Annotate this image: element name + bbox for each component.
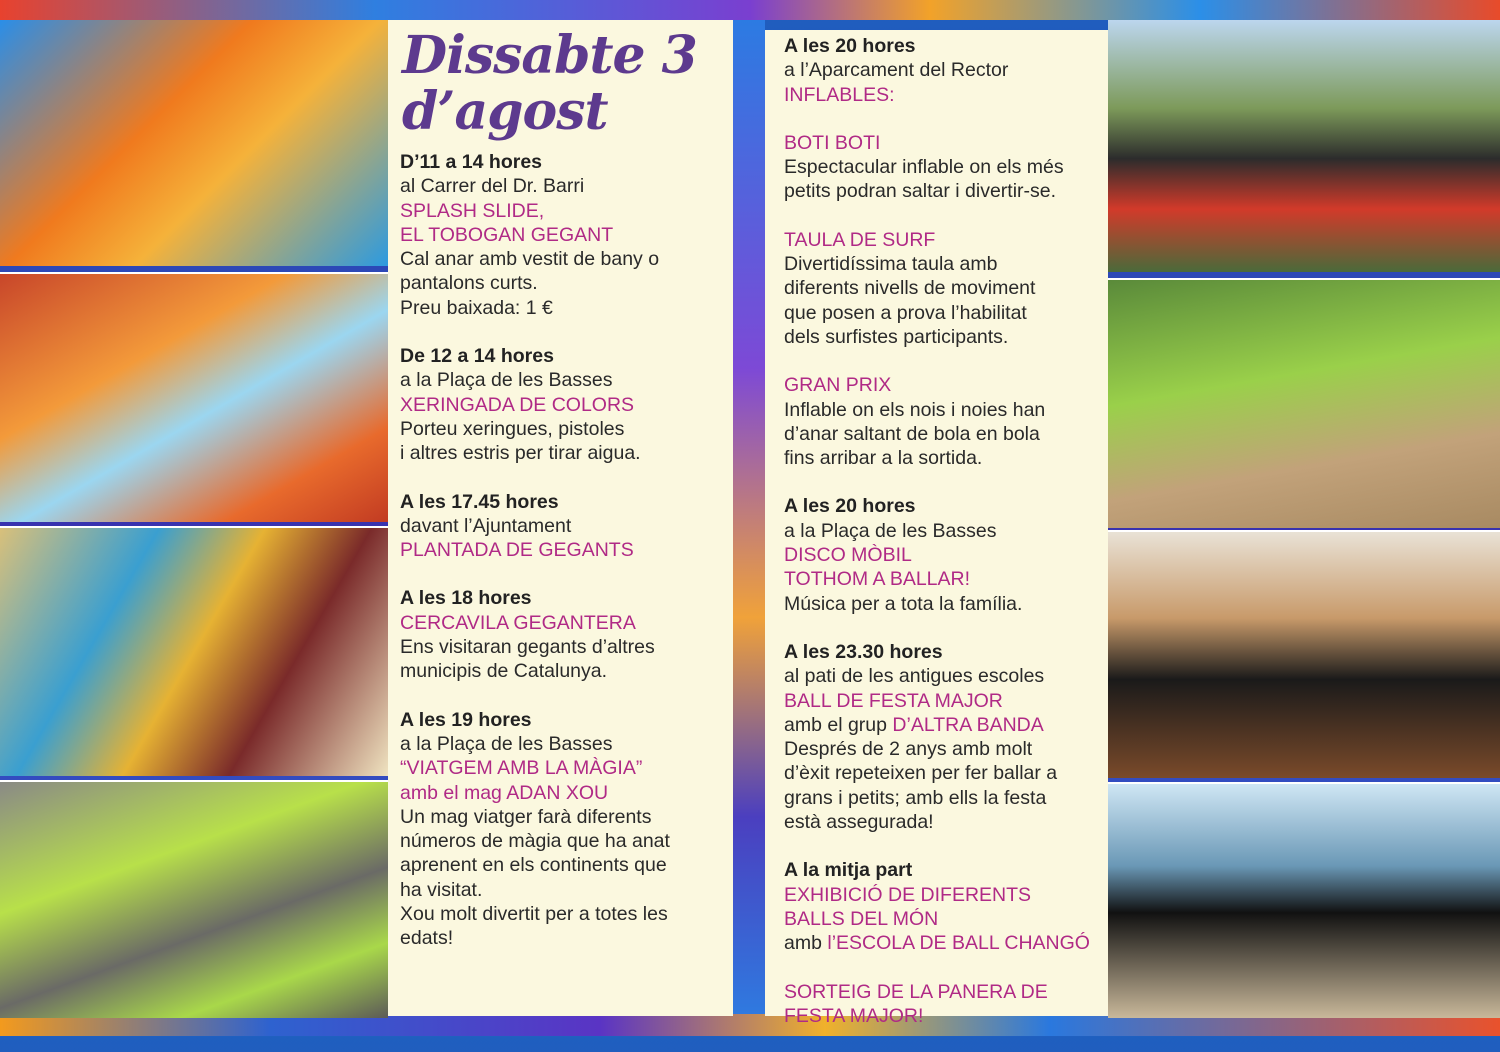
event-time: A les 20 hores — [784, 35, 916, 57]
event-block — [784, 131, 1104, 204]
photo-splash-slide — [0, 20, 388, 266]
event-title: amb el mag ADAN XOU — [400, 781, 609, 804]
event-description: Música per a tota la família. — [784, 592, 1023, 615]
event-title: FESTA MAJOR! — [784, 1004, 924, 1027]
event-title: BOTI BOTI — [784, 131, 881, 154]
events-list-right — [784, 34, 1104, 1052]
event-title: SORTEIG DE LA PANERA DE — [784, 980, 1048, 1003]
event-place: a la Plaça de les Basses — [400, 732, 613, 755]
page-title — [402, 25, 697, 142]
event-title: INFLABLES: — [784, 83, 895, 106]
event-description: Divertidíssima taula amb — [784, 253, 998, 276]
photo-giants — [0, 526, 388, 776]
event-description: grans i petits; amb ells la festa — [784, 786, 1047, 809]
event-description: Ens visitaran gegants d’altres — [400, 636, 655, 659]
photo-magic-show — [1108, 20, 1500, 272]
event-time: De 12 a 14 hores — [400, 345, 554, 368]
event-block — [400, 708, 730, 951]
event-title: XERINGADA DE COLORS — [400, 393, 635, 416]
event-title: SPLASH SLIDE, — [400, 199, 545, 222]
event-title: PLANTADA DE GEGANTS — [400, 539, 634, 562]
event-block — [400, 586, 730, 683]
event-place: davant l’Ajuntament — [400, 514, 572, 537]
event-description: edats! — [400, 927, 454, 950]
event-place: a la Plaça de les Basses — [400, 369, 613, 392]
center-spine — [733, 20, 765, 1016]
event-description: Preu baixada: 1 € — [400, 296, 553, 319]
event-credit-name: l’ESCOLA DE BALL CHANGÓ — [827, 932, 1090, 955]
event-description: i altres estris per tirar aigua. — [400, 442, 641, 465]
event-block — [784, 228, 1104, 349]
event-title: “VIATGEM AMB LA MÀGIA” — [400, 757, 643, 780]
photo-dance-school — [1108, 782, 1500, 1018]
event-time: D’11 a 14 hores — [400, 151, 543, 173]
event-description: diferents nivells de moviment — [784, 277, 1036, 300]
event-time: A les 18 hores — [400, 587, 532, 610]
event-title: BALL DE FESTA MAJOR — [784, 689, 1003, 712]
event-description: dels surfistes participants. — [784, 325, 1009, 348]
event-time: A les 17.45 hores — [400, 490, 559, 513]
event-title: CERCAVILA GEGANTERA — [400, 611, 636, 634]
event-description: Un mag viatger farà diferents — [400, 805, 652, 828]
event-block — [784, 494, 1104, 615]
event-description: fins arribar a la sortida. — [784, 447, 983, 470]
event-description: Espectacular inflable on els més — [784, 156, 1064, 179]
event-description: Cal anar amb vestit de bany o — [400, 248, 660, 271]
event-block — [400, 490, 730, 563]
event-block — [784, 34, 1104, 107]
event-place: a la Plaça de les Basses — [784, 519, 997, 542]
event-description: municipis de Catalunya. — [400, 660, 608, 683]
event-place: al Carrer del Dr. Barri — [400, 175, 585, 198]
title-line-2: d’agost — [402, 81, 608, 142]
event-description: està assegurada! — [784, 811, 934, 834]
event-description: Porteu xeringues, pistoles — [400, 417, 625, 440]
event-description: aprenent en els continents que — [400, 854, 667, 877]
event-description: d’anar saltant de bola en bola — [784, 422, 1040, 445]
event-title: EXHIBICIÓ DE DIFERENTS — [784, 883, 1032, 906]
event-time: A les 19 hores — [400, 708, 532, 731]
event-description: d’èxit repeteixen per fer ballar a — [784, 762, 1058, 785]
event-description: números de màgia que ha anat — [400, 830, 670, 853]
event-block — [784, 858, 1104, 955]
event-title: EL TOBOGAN GEGANT — [400, 223, 614, 246]
event-credit — [784, 931, 1104, 955]
event-title: BALLS DEL MÓN — [784, 907, 939, 930]
event-block — [784, 980, 1104, 1029]
event-description: Inflable on els nois i noies han — [784, 398, 1046, 421]
event-title: DISCO MÒBIL — [784, 544, 912, 567]
event-block — [400, 150, 730, 320]
event-block — [784, 640, 1104, 834]
event-credit-name: D’ALTRA BANDA — [892, 713, 1044, 736]
event-time: A les 20 hores — [784, 495, 916, 518]
events-list-left — [400, 150, 730, 975]
event-credit-prefix: amb el grup — [784, 713, 893, 736]
event-description: ha visitat. — [400, 878, 483, 901]
event-block — [400, 344, 730, 465]
top-color-band — [0, 0, 1500, 20]
event-description: que posen a prova l’habilitat — [784, 301, 1027, 324]
event-place: al pati de les antigues escoles — [784, 665, 1045, 688]
event-title: GRAN PRIX — [784, 374, 892, 397]
event-time: A les 23.30 hores — [784, 640, 943, 663]
event-description: Xou molt divertit per a totes les — [400, 903, 668, 926]
photo-band — [1108, 530, 1500, 778]
photo-giants-parade — [0, 780, 388, 1018]
photo-dancing-crowd — [1108, 278, 1500, 528]
event-title: TAULA DE SURF — [784, 228, 936, 251]
title-line-1: Dissabte 3 — [402, 25, 697, 86]
event-credit — [784, 713, 1104, 737]
event-credit-prefix: amb — [784, 932, 828, 955]
event-title: TOTHOM A BALLAR! — [784, 568, 971, 591]
event-description: Després de 2 anys amb molt — [784, 738, 1033, 761]
event-time: A la mitja part — [784, 859, 913, 882]
event-place: a l’Aparcament del Rector — [784, 59, 1009, 82]
event-block — [784, 373, 1104, 470]
event-description: petits podran saltar i divertir-se. — [784, 180, 1057, 203]
photo-water-fight — [0, 272, 388, 522]
event-description: pantalons curts. — [400, 272, 538, 295]
